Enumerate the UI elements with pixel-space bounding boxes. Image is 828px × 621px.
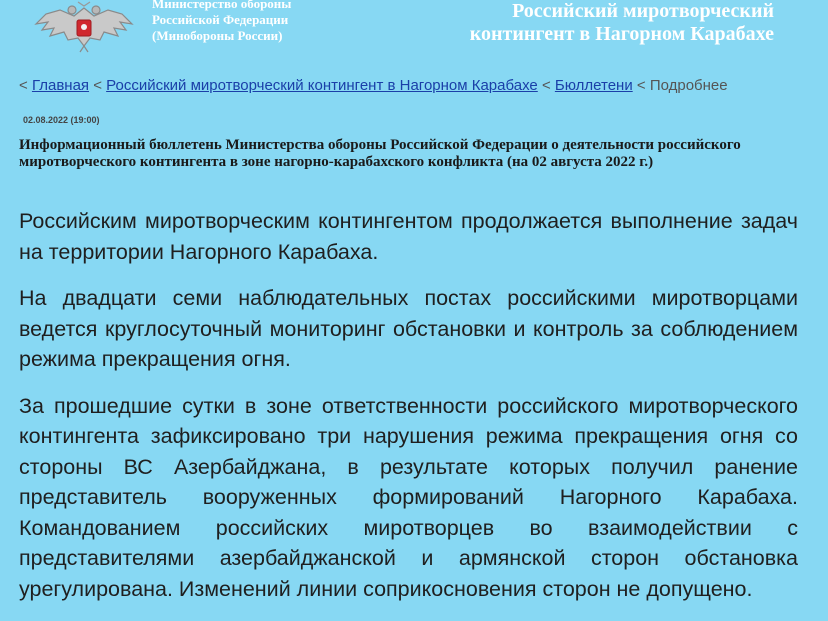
breadcrumb-link-section[interactable]: Российский миротворческий контингент в Нагорном Карабахе <box>106 77 538 94</box>
article-date: 02.08.2022 (19:00) <box>23 115 100 125</box>
ministry-name <box>152 0 291 44</box>
breadcrumb-separator: < <box>541 77 555 94</box>
site-header <box>0 0 828 62</box>
ministry-line-2: Российской Федерации <box>152 12 289 27</box>
article-paragraph: На двадцати семи наблюдательных постах российскими миротворцами ведется круглосуточный мониторинг обстановки и контроль за соблюдением режима прекращения огня. <box>19 286 798 371</box>
ministry-line-3: (Минобороны России) <box>152 28 283 43</box>
double-headed-eagle-emblem-icon[interactable] <box>34 0 134 54</box>
article-body <box>19 206 798 620</box>
site-title-line-2: контингент в Нагорном Карабахе <box>469 23 774 45</box>
breadcrumb-link-home[interactable]: Главная <box>31 77 90 94</box>
breadcrumb-current: Подробнее <box>649 77 728 94</box>
article-paragraph: За прошедшие сутки в зоне ответственности российского миротворческого контингента зафиксировано три нарушения режима прекращения огня со стороны ВС Азербайджана, в результате которых получил ранение представитель вооруженных формирований Нагорного Карабаха. Командованием российских миротворцев во взаимодействии с представителями азербайджанской и армянской сторон обстановка урегулирована. Изменений линии соприкосновения сторон не допущено. <box>19 393 798 601</box>
ministry-line-1: Министерство обороны <box>152 0 292 11</box>
breadcrumb-separator: < <box>636 77 650 94</box>
breadcrumb-link-bulletins[interactable]: Бюллетени <box>554 77 633 94</box>
breadcrumb-separator: < <box>93 77 107 94</box>
breadcrumb-separator: < <box>19 77 32 94</box>
breadcrumb <box>19 77 728 95</box>
article-paragraph: Российским миротворческим контингентом продолжается выполнение задач на территории Нагорного Карабаха. <box>19 209 798 264</box>
article-title: Информационный бюллетень Министерства обороны Российской Федерации о деятельности российского миротворческого контингента в зоне нагорно-карабахского конфликта (на 02 августа 2022 г.) <box>19 137 741 170</box>
site-title-line-1: Российский миротворческий <box>512 0 774 22</box>
site-title[interactable] <box>470 0 774 46</box>
